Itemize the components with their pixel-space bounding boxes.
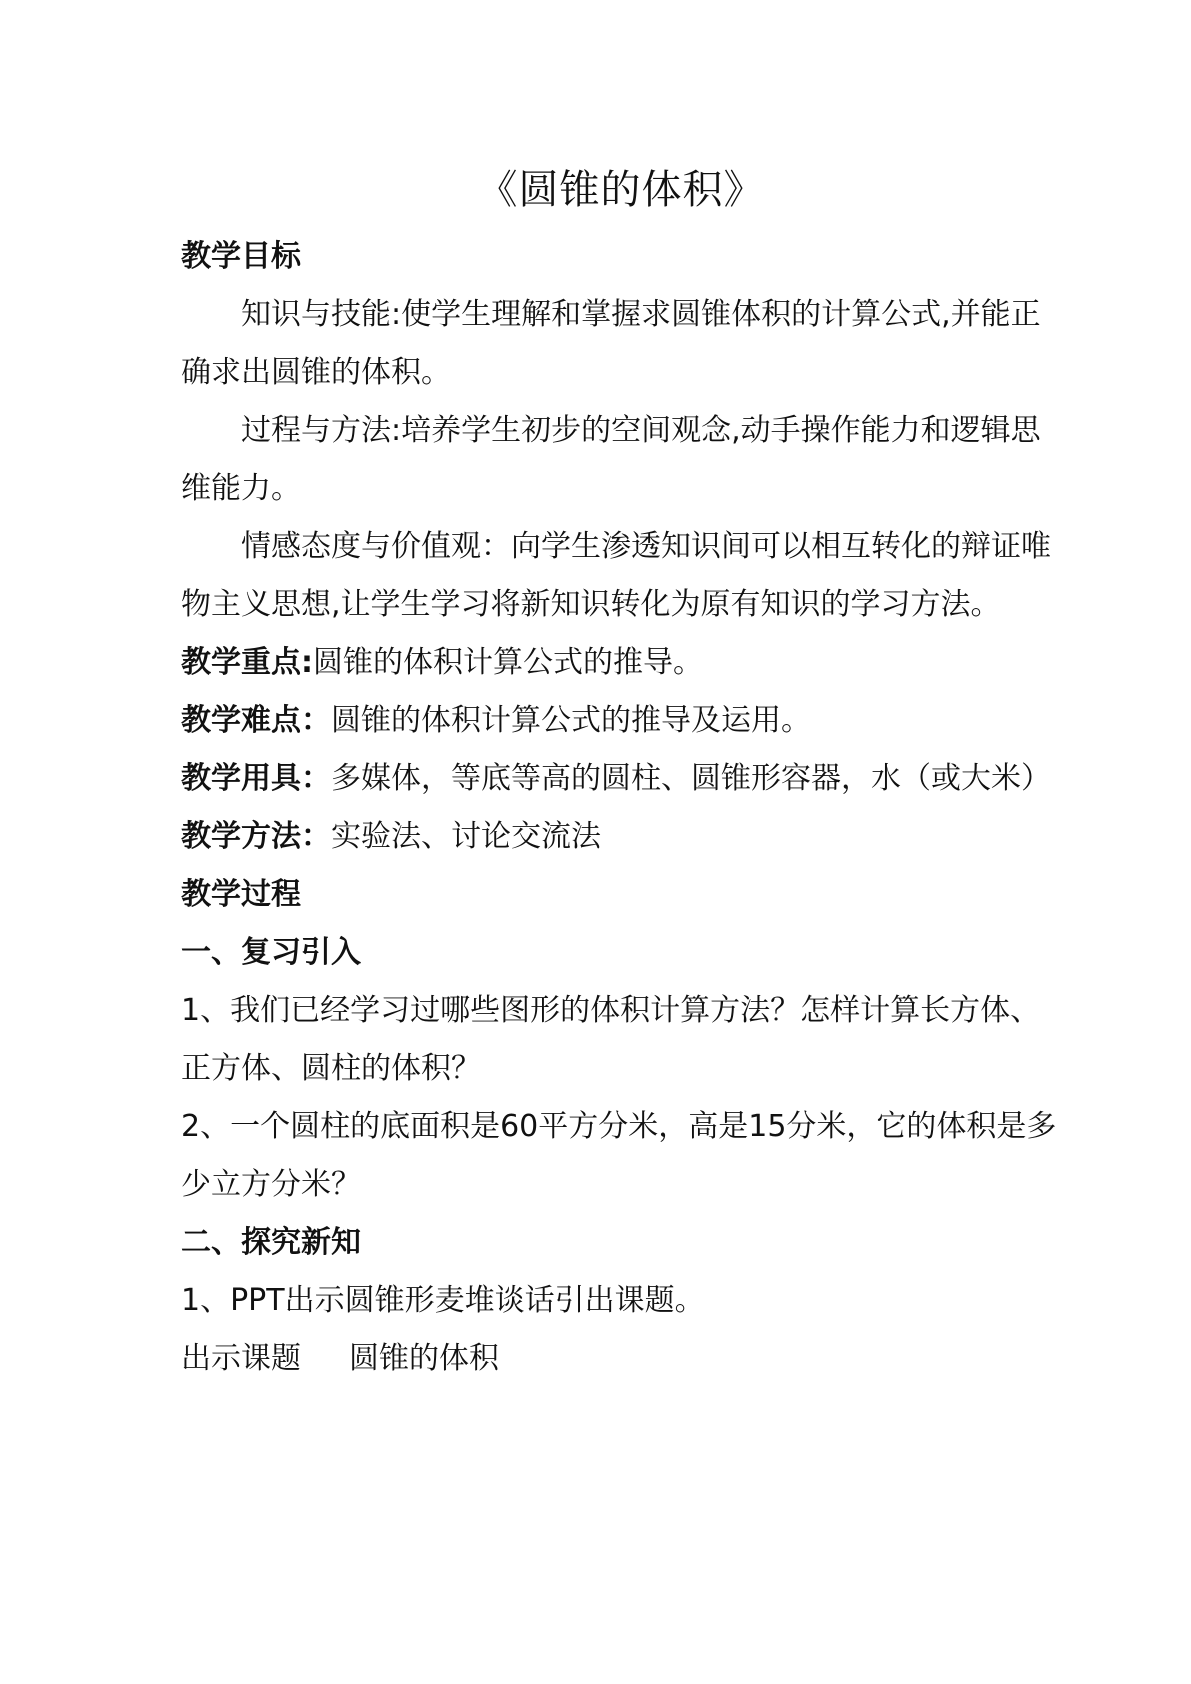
tools <box>181 750 1061 808</box>
document <box>181 160 1061 1388</box>
objectives-heading: 教学目标 <box>181 239 301 274</box>
process-heading: 教学过程 <box>181 877 301 912</box>
part1-question-2: 2、一个圆柱的底面积是60平方分米，高是15分米，它的体积是多少立方分米？ <box>181 1109 1057 1202</box>
tools-text: 多媒体，等底等高的圆柱、圆锥形容器，水（或大米） <box>331 761 1051 796</box>
key-point-label: 教学重点: <box>181 645 313 680</box>
methods-label: 教学方法： <box>181 819 331 854</box>
part2-item-1: 1、PPT出示圆锥形麦堆谈话引出课题。 <box>181 1283 705 1318</box>
key-point-text: 圆锥的体积计算公式的推导。 <box>313 645 703 680</box>
objective-emotion: 情感态度与价值观：向学生渗透知识间可以相互转化的辩证唯物主义思想,让学生学习将新知识转化为原有知识的学习方法。 <box>181 529 1051 622</box>
show-topic <box>181 1330 1061 1388</box>
key-point <box>181 634 1061 692</box>
show-topic-text: 圆锥的体积 <box>349 1341 499 1376</box>
methods <box>181 808 1061 866</box>
difficulty-text: 圆锥的体积计算公式的推导及运用。 <box>331 703 811 738</box>
tools-label: 教学用具： <box>181 761 331 796</box>
part2-heading: 二、探究新知 <box>181 1225 361 1260</box>
objective-knowledge: 知识与技能:使学生理解和掌握求圆锥体积的计算公式,并能正确求出圆锥的体积。 <box>181 297 1041 390</box>
difficulty-label: 教学难点： <box>181 703 331 738</box>
part1-question-1: 1、我们已经学习过哪些图形的体积计算方法？怎样计算长方体、正方体、圆柱的体积？ <box>181 993 1041 1086</box>
show-topic-label: 出示课题 <box>181 1341 301 1376</box>
methods-text: 实验法、讨论交流法 <box>331 819 601 854</box>
part1-heading: 一、复习引入 <box>181 935 361 970</box>
difficulty <box>181 692 1061 750</box>
objective-process: 过程与方法:培养学生初步的空间观念,动手操作能力和逻辑思维能力。 <box>181 413 1041 506</box>
document-title: 《圆锥的体积》 <box>477 167 765 213</box>
